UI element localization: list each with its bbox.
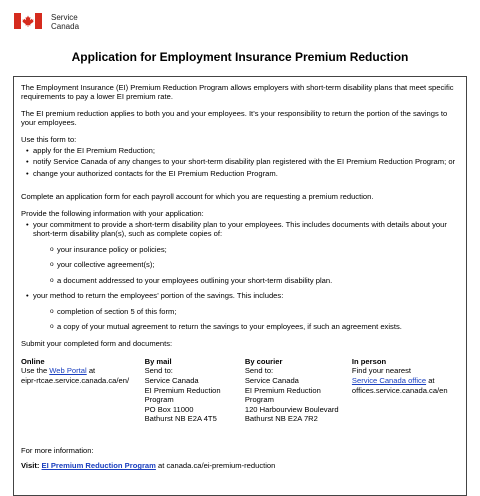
use-list <box>21 146 459 178</box>
method-sublist <box>33 307 459 332</box>
sublist-item: o a document addressed to your employees outlining your short-term disability plan. <box>57 276 459 285</box>
service-canada-office-link[interactable]: Service Canada office <box>351 375 427 385</box>
in-person-heading: In person <box>351 356 387 366</box>
list-item: • change your authorized contacts for the EI Premium Reduction Program. <box>33 169 459 178</box>
dept-line-1: Service <box>51 13 78 22</box>
provide-list <box>21 220 459 331</box>
courier-column <box>245 357 352 424</box>
web-portal-link[interactable]: Web Portal <box>49 366 87 376</box>
courier-line: EI Premium Reduction <box>244 385 321 395</box>
complete-text: Complete an application form for each payroll account for which you are requesting a premium reduction. <box>21 192 374 202</box>
sublist-item: o your collective agreement(s); <box>57 260 459 269</box>
list-item: • notify Service Canada of any changes to your short-term disability plan registered with the EI Premium Reduction Program; or <box>33 157 459 166</box>
in-person-text: Find your nearest <box>351 366 412 376</box>
list-item: • apply for the EI Premium Reduction; <box>33 146 459 155</box>
sublist-item: o your insurance policy or policies; <box>57 245 459 254</box>
courier-line: Program <box>244 395 274 405</box>
in-person-link-line: Service Canada office at <box>351 375 435 385</box>
sublist-item: o a copy of your mutual agreement to return the savings to your employees, if such an agreement exists. <box>57 322 459 331</box>
mail-line: Send to: <box>144 366 173 376</box>
submit-label: Submit your completed form and documents: <box>21 339 173 349</box>
courier-line: Bathurst NB E2A 7R2 <box>244 414 318 424</box>
intro-paragraph-1: The Employment Insurance (EI) Premium Reduction Program allows employers with short-term disability plans that meet specific requirements to pay a lower EI premium rate. <box>21 83 454 102</box>
canada-flag-icon <box>14 13 42 29</box>
online-column <box>21 357 145 424</box>
header <box>14 13 79 31</box>
list-item <box>33 220 459 285</box>
courier-line: Service Canada <box>244 375 299 385</box>
intro-paragraph-2: The EI premium reduction applies to both you and your employees. It’s your responsibility to return the portion of the savings to your employees. <box>21 108 448 128</box>
courier-line: Send to: <box>244 366 274 376</box>
page-title: Application for Employment Insurance Premium Reduction <box>71 50 409 64</box>
mail-line: EI Premium Reduction <box>144 385 221 395</box>
department-name <box>51 13 79 31</box>
commitment-sublist <box>33 245 459 285</box>
more-info <box>21 446 459 471</box>
use-label: Use this form to: <box>21 134 77 144</box>
courier-heading: By courier <box>244 356 283 366</box>
mail-column <box>145 357 245 424</box>
list-item <box>33 291 459 331</box>
courier-line: 120 Harbourview Boulevard <box>244 404 339 414</box>
online-text: Use the Web Portal at <box>21 366 96 376</box>
mail-line: Bathurst NB E2A 4T5 <box>144 414 217 424</box>
info-box <box>13 76 467 496</box>
commitment-text: your commitment to provide a short-term disability plan to your employees. This includes documents with details about your short-term disability plan(s), such as complete copies of: <box>33 220 447 239</box>
sublist-item: o completion of section 5 of this form; <box>57 307 459 316</box>
provide-label: Provide the following information with your application: <box>21 208 204 218</box>
ei-premium-reduction-link[interactable]: EI Premium Reduction Program <box>41 461 156 471</box>
dept-line-2: Canada <box>51 22 80 31</box>
method-text: your method to return the employees’ portion of the savings. This includes: <box>33 291 284 301</box>
in-person-column <box>352 357 459 424</box>
submission-methods <box>21 357 459 424</box>
online-heading: Online <box>21 356 45 366</box>
mail-line: PO Box 11000 <box>144 404 194 414</box>
online-url: eipr-rtcae.service.canada.ca/en/ <box>21 375 130 385</box>
mail-line: Program <box>144 395 174 405</box>
mail-line: Service Canada <box>144 375 199 385</box>
more-info-label: For more information: <box>21 445 94 455</box>
in-person-url: offices.service.canada.ca/en <box>351 385 448 395</box>
visit-line: Visit: EI Premium Reduction Program at canada.ca/ei-premium-reduction <box>21 461 276 471</box>
mail-heading: By mail <box>144 356 172 366</box>
